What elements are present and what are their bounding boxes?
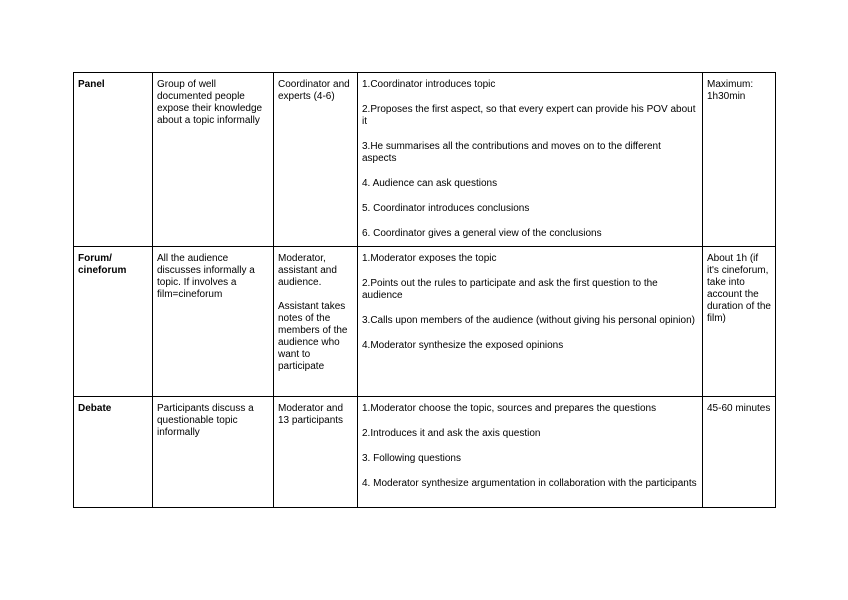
step-item: 4. Audience can ask questions xyxy=(362,178,498,189)
participants-text: Moderator and 13 participants xyxy=(278,403,344,426)
step-item: 1.Moderator exposes the topic xyxy=(362,253,497,264)
description-cell xyxy=(153,73,274,247)
technique-cell xyxy=(74,397,153,508)
technique-name: Panel xyxy=(78,79,105,90)
participants-cell xyxy=(274,397,358,508)
technique-description: All the audience discusses informally a topic. If involves a film=cineforum xyxy=(157,253,255,300)
description-cell xyxy=(153,247,274,397)
step-item: 1.Coordinator introduces topic xyxy=(362,79,496,90)
duration-cell xyxy=(703,73,776,247)
participants-note: Assistant takes notes of the members of the audience who want to participate xyxy=(278,301,348,372)
step-item: 3.Calls upon members of the audience (without giving his personal opinion) xyxy=(362,315,695,326)
step-item: 2.Proposes the first aspect, so that every expert can provide his POV about it xyxy=(362,104,696,127)
duration-text: About 1h (if it's cineforum, take into account the duration of the film) xyxy=(707,253,771,324)
technique-description: Group of well documented people expose their knowledge about a topic informally xyxy=(157,79,263,126)
duration-cell xyxy=(703,247,776,397)
technique-name: Forum/ cineforum xyxy=(78,253,127,276)
step-item: 6. Coordinator gives a general view of the conclusions xyxy=(362,228,602,239)
steps-cell xyxy=(358,73,703,247)
step-item: 5. Coordinator introduces conclusions xyxy=(362,203,530,214)
step-item: 1.Moderator choose the topic, sources and prepares the questions xyxy=(362,403,657,414)
step-item: 4.Moderator synthesize the exposed opinions xyxy=(362,340,564,351)
steps-cell xyxy=(358,247,703,397)
technique-description: Participants discuss a questionable topic informally xyxy=(157,403,254,438)
table-row-forum xyxy=(74,247,776,397)
technique-cell xyxy=(74,247,153,397)
duration-text: Maximum: 1h30min xyxy=(707,79,754,102)
table-row-panel xyxy=(74,73,776,247)
description-cell xyxy=(153,397,274,508)
participants-cell xyxy=(274,247,358,397)
participants-text: Moderator, assistant and audience. xyxy=(278,253,337,288)
step-item: 3.He summarises all the contributions and moves on to the different aspects xyxy=(362,141,661,164)
duration-text: 45-60 minutes xyxy=(707,403,771,414)
techniques-table xyxy=(73,72,776,508)
participants-text: Coordinator and experts (4-6) xyxy=(278,79,350,102)
step-item: 4. Moderator synthesize argumentation in collaboration with the participants xyxy=(362,478,697,489)
table-row-debate xyxy=(74,397,776,508)
duration-cell xyxy=(703,397,776,508)
technique-name: Debate xyxy=(78,403,112,414)
steps-cell xyxy=(358,397,703,508)
step-item: 2.Points out the rules to participate and ask the first question to the audience xyxy=(362,278,658,301)
step-item: 3. Following questions xyxy=(362,453,461,464)
participants-cell xyxy=(274,73,358,247)
technique-cell xyxy=(74,73,153,247)
step-item: 2.Introduces it and ask the axis question xyxy=(362,428,541,439)
